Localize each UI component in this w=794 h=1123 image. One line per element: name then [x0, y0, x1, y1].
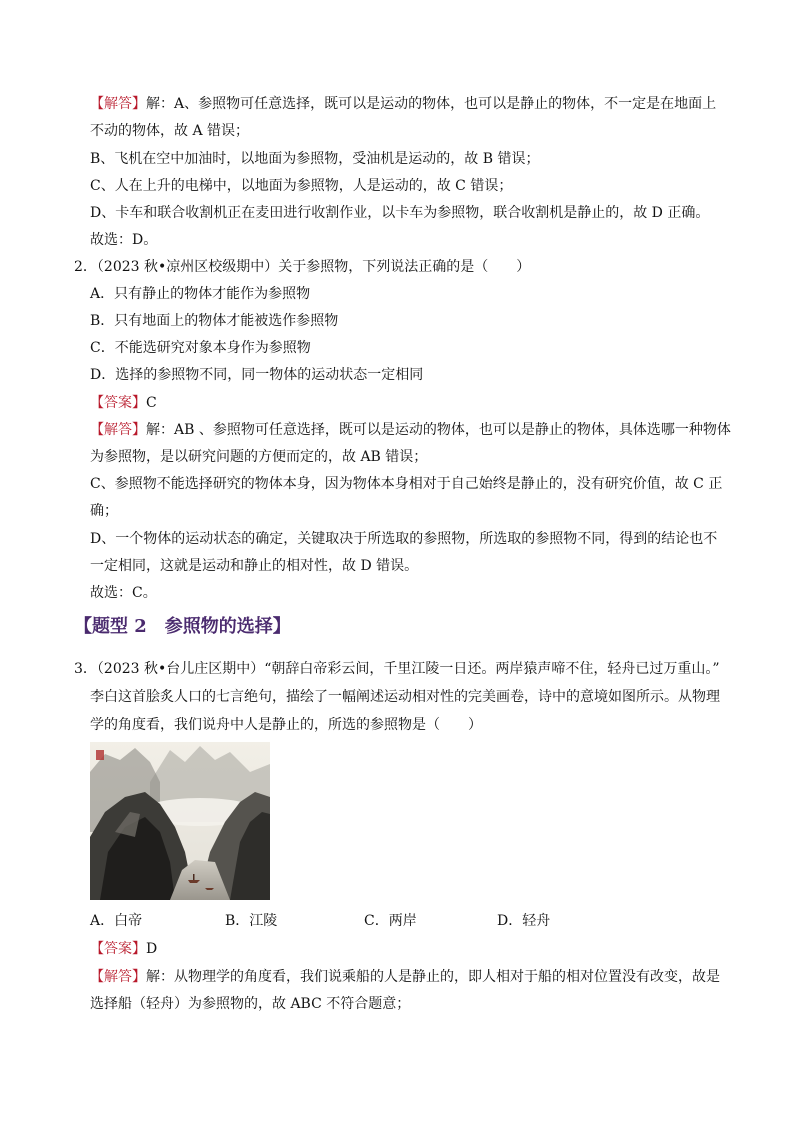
landscape-painting-svg: [90, 742, 270, 900]
q2-stem: 2．（2023 秋•凉州区校级期中）关于参照物，下列说法正确的是（ ）: [74, 259, 531, 275]
q2-analysis-c-1: C、参照物不能选择研究的物体本身，因为物体本身相对于自己始终是静止的，没有研究价值，故 C 正: [90, 476, 723, 492]
answer-tag: 【答案】: [90, 395, 146, 411]
q3-analysis-line-1: 【解答】解：从物理学的角度看，我们说乘船的人是静止的，即人相对于船的相对位置没有改变，故是: [90, 969, 720, 985]
q2-analysis-c-2: 确；: [90, 503, 118, 519]
q2-option-d: D．选择的参照物不同，同一物体的运动状态一定相同: [90, 367, 424, 383]
q2-analysis-line-2: 为参照物，是以研究问题的方便而定的，故 AB 错误；: [90, 449, 428, 465]
q3-analysis-line-2: 选择船（轻舟）为参照物的，故 ABC 不符合题意；: [90, 996, 411, 1012]
analysis-tag: 【解答】: [90, 969, 146, 985]
q1-analysis-b: B、飞机在空中加油时，以地面为参照物，受油机是运动的，故 B 错误；: [90, 151, 540, 167]
q3-stem-line-1: 3．（2023 秋•台儿庄区期中）“朝辞白帝彩云间，千里江陵一日还。两岸猿声啼不住，轻舟已过万重山。”: [74, 661, 720, 677]
q2-option-c: C．不能选研究对象本身作为参照物: [90, 340, 311, 356]
q2-option-b: B．只有地面上的物体才能被选作参照物: [90, 313, 339, 329]
q1-analysis-d: D、卡车和联合收割机正在麦田进行收割作业，以卡车为参照物，联合收割机是静止的，故 D 正确。: [90, 205, 710, 221]
q3-option-a: A．白帝: [90, 913, 143, 929]
answer-tag: 【答案】: [90, 941, 146, 957]
q3-stem-line-2: 李白这首脍炙人口的七言绝句，描绘了一幅阐述运动相对性的完美画卷，诗中的意境如图所示。从物理: [90, 689, 720, 705]
q2-analysis-line-1: 【解答】解：AB 、参照物可任意选择，既可以是运动的物体，也可以是静止的物体，具体选哪一种物体: [90, 422, 731, 438]
landscape-painting-image: [90, 742, 270, 900]
q1-analysis-c: C、人在上升的电梯中，以地面为参照物，人是运动的，故 C 错误；: [90, 178, 513, 194]
q1-analysis-line-2: 不动的物体，故 A 错误；: [90, 123, 250, 139]
q3-option-c: C．两岸: [364, 913, 417, 929]
q1-choose: 故选：D。: [90, 232, 158, 248]
q3-option-d: D．轻舟: [497, 913, 551, 929]
q2-option-a: A．只有静止的物体才能作为参照物: [90, 286, 311, 302]
q2-choose: 故选：C。: [90, 585, 157, 601]
q2-analysis-d-1: D、一个物体的运动状态的确定，关键取决于所选取的参照物，所选取的参照物不同，得到的结论也不: [90, 531, 718, 547]
q2-answer: 【答案】C: [90, 395, 157, 411]
analysis-tag: 【解答】: [90, 96, 146, 112]
q3-answer: 【答案】D: [90, 941, 158, 957]
q2-analysis-d-2: 一定相同，这就是运动和静止的相对性，故 D 错误。: [90, 558, 419, 574]
q1-analysis-line-1: 【解答】解：A、参照物可任意选择，既可以是运动的物体，也可以是静止的物体，不一定是在地面上: [90, 96, 717, 112]
q3-option-b: B．江陵: [225, 913, 278, 929]
q3-stem-line-3: 学的角度看，我们说舟中人是静止的，所选的参照物是（ ）: [90, 717, 482, 733]
section-heading: 【题型 2 参照物的选择】: [74, 616, 291, 637]
analysis-tag: 【解答】: [90, 422, 146, 438]
